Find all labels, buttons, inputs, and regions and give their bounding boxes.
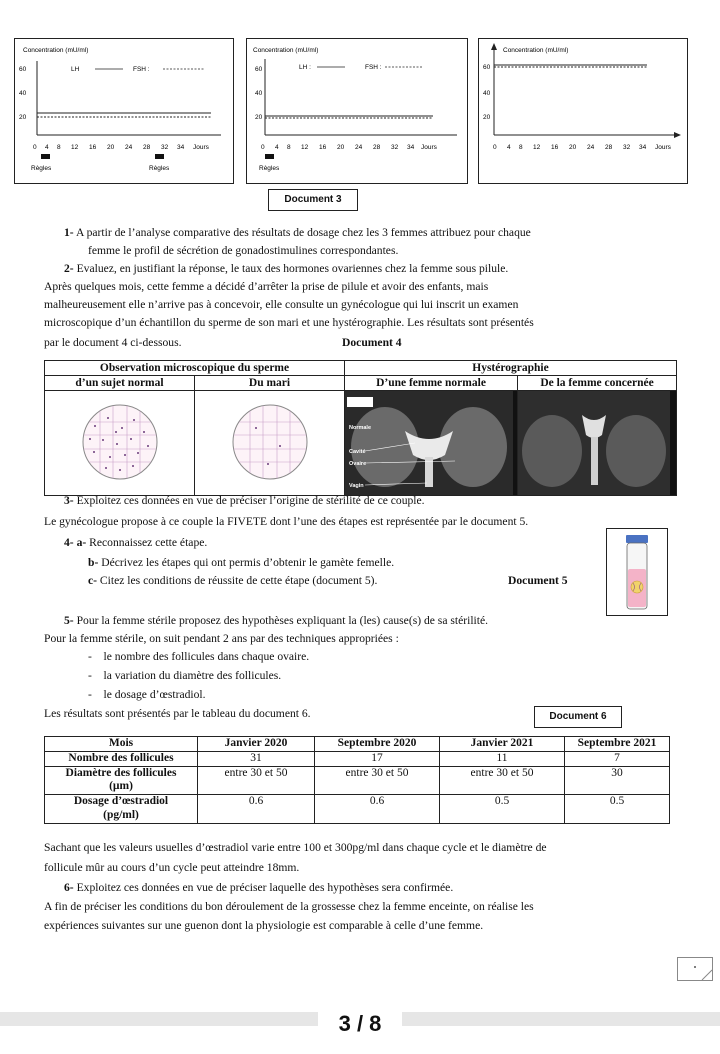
col-normal-woman: D’une femme normale <box>345 376 518 391</box>
row-label-unit: (µm) <box>109 780 133 793</box>
xray-concerned-woman <box>518 391 677 496</box>
graph-xtick: 34 <box>407 144 415 151</box>
document-6-table <box>44 736 670 824</box>
paragraph-line: Le gynécologue propose à ce couple la FIVETE dont l’une des étapes est représentée par le document 5. <box>44 515 529 528</box>
graph-xtick: Jours <box>655 144 671 151</box>
question-text: Exploitez ces données en vue de préciser l’origine de stérilité de ce couple. <box>76 494 425 507</box>
row-label-unit: (pg/ml) <box>103 808 139 821</box>
paragraph-line: microscopique d’un échantillon du sperme de son mari et une hystérographie. Les résultats sont présentés <box>44 316 534 329</box>
question-2 <box>64 262 508 276</box>
col-concerned-woman: De la femme concernée <box>518 376 677 391</box>
table-cell: 0.6 <box>315 795 440 824</box>
document-4-title: Document 4 <box>342 336 402 349</box>
graph-ytick: 20 <box>483 114 491 121</box>
question-text: A partir de l’analyse comparative des résultats de dosage chez les 3 femmes attribuez pour chaque <box>75 226 531 239</box>
graph-xtick: 32 <box>391 144 399 151</box>
bullet-text: le nombre des follicules dans chaque ovaire. <box>103 650 310 663</box>
graph-ytick: 40 <box>19 90 27 97</box>
paragraph-line: Les résultats sont présentés par le tableau du document 6. <box>44 707 311 720</box>
regles-label: Règles <box>149 165 170 172</box>
graph-xtick: 20 <box>107 144 115 151</box>
page-indicator: 3 / 8 <box>318 1000 402 1048</box>
row-label: Nombre des follicules <box>45 751 198 766</box>
document-5-title: Document 5 <box>508 574 568 587</box>
graph-xtick: Jours <box>193 144 209 151</box>
header-sperm: Observation microscopique du sperme <box>45 361 345 376</box>
graph-xtick: 32 <box>623 144 631 151</box>
graph-ylabel: Concentration (mU/ml) <box>253 47 319 54</box>
table-header: Septembre 2020 <box>315 737 440 752</box>
question-3 <box>64 494 425 508</box>
graph-xtick: 0 <box>33 144 37 151</box>
table-row <box>45 766 670 795</box>
row-label-line: Dosage d’œstradiol <box>73 795 169 808</box>
bullet-text: la variation du diamètre des follicules. <box>103 669 282 682</box>
sperm-husband-image <box>195 391 345 496</box>
graph-legend-lh: LH : <box>299 64 311 71</box>
question-number: 5- <box>64 614 74 627</box>
graph-ytick: 20 <box>255 114 263 121</box>
question-4 <box>64 536 207 550</box>
question-4b <box>88 556 394 570</box>
question-1 <box>64 226 531 240</box>
col-husband: Du mari <box>195 376 345 391</box>
graph-woman-2 <box>246 38 468 184</box>
table-row <box>45 795 670 824</box>
graph-ytick: 60 <box>19 66 27 73</box>
table-row <box>45 751 670 766</box>
graph-xtick: 32 <box>161 144 169 151</box>
question-1-cont: femme le profil de sécrétion de gonadostimulines correspondantes. <box>88 244 399 257</box>
graph-ytick: 20 <box>19 114 27 121</box>
question-number: 6- <box>64 881 74 894</box>
graph-xtick: 16 <box>319 144 327 151</box>
row-label-line: Diamètre des follicules <box>65 766 177 779</box>
table-cell: entre 30 et 50 <box>198 766 315 795</box>
paragraph-line: expériences suivantes sur une guenon dont la physiologie est comparable à celle d’une femme. <box>44 919 484 932</box>
page-corner-icon[interactable] <box>677 957 713 981</box>
table-cell: 31 <box>198 751 315 766</box>
table-cell: 11 <box>440 751 565 766</box>
document-6-label: Document 6 <box>534 706 622 728</box>
header-hysterography: Hystérographie <box>345 361 677 376</box>
graph-legend-fsh: FSH : <box>365 64 382 71</box>
question-text: Reconnaissez cette étape. <box>89 536 208 549</box>
table-cell: entre 30 et 50 <box>315 766 440 795</box>
question-number: 4- <box>64 536 74 549</box>
graph-xtick: 12 <box>71 144 79 151</box>
question-text: Citez les conditions de réussite de cette étape (document 5). <box>99 574 378 587</box>
sub-letter: a- <box>76 536 87 549</box>
menstruation-mark <box>41 154 50 159</box>
table-cell: entre 30 et 50 <box>440 766 565 795</box>
sperm-normal-image <box>45 391 195 496</box>
question-number: 1- <box>64 226 74 239</box>
table-cell: 0.5 <box>440 795 565 824</box>
bullet-item: - le nombre des follicules dans chaque ovaire. <box>88 650 310 663</box>
row-label <box>45 766 198 795</box>
paragraph-line: Après quelques mois, cette femme a décidé d’arrêter la prise de pilule et avoir des enfants, mais <box>44 280 489 293</box>
col-normal-subject: d’un sujet normal <box>45 376 195 391</box>
graph-ylabel: Concentration (mU/ml) <box>503 47 569 54</box>
table-cell: 30 <box>565 766 670 795</box>
paragraph-line: malheureusement elle n’arrive pas à concevoir, elle consulte un gynécologue qui lui inscrit un examen <box>44 298 519 311</box>
document-4-table <box>44 360 677 496</box>
graph-xtick: 12 <box>533 144 541 151</box>
graph-xtick: 24 <box>355 144 363 151</box>
graph-legend-lh: LH <box>71 66 80 73</box>
document-3-label: Document 3 <box>268 189 358 211</box>
xray-label: Cavité <box>349 449 366 455</box>
graph-xtick: 34 <box>639 144 647 151</box>
graph-xtick: 16 <box>551 144 559 151</box>
sub-letter: b- <box>88 556 99 569</box>
regles-label: Règles <box>31 165 52 172</box>
xray-normal-woman <box>345 391 518 496</box>
graph-woman-1 <box>14 38 234 184</box>
xray-label: Ovaire <box>349 461 367 467</box>
question-text: Pour la femme stérile proposez des hypothèses expliquant la (les) cause(s) de sa stérilité. <box>76 614 489 627</box>
graph-ytick: 60 <box>483 64 491 71</box>
question-text: Exploitez ces données en vue de préciser laquelle des hypothèses sera confirmée. <box>76 881 454 894</box>
paragraph-line: A fin de préciser les conditions du bon déroulement de la grossesse chez la femme enceinte, on réalise les <box>44 900 534 913</box>
graph-ytick: 40 <box>483 90 491 97</box>
graph-xtick: 34 <box>177 144 185 151</box>
graph-xtick: 4 <box>275 144 279 151</box>
table-cell: 0.5 <box>565 795 670 824</box>
graph-xtick: 0 <box>261 144 265 151</box>
graph-ytick: 60 <box>255 66 263 73</box>
graph-xtick: 0 <box>493 144 497 151</box>
table-header: Septembre 2021 <box>565 737 670 752</box>
question-number: 2- <box>64 262 74 275</box>
question-5 <box>64 614 488 628</box>
paragraph-line: follicule mûr au cours d’un cycle peut atteindre 18mm. <box>44 861 300 874</box>
menstruation-mark <box>155 154 164 159</box>
question-number: 3- <box>64 494 74 507</box>
paragraph-line: Sachant que les valeurs usuelles d’œstradiol varie entre 100 et 300pg/ml dans chaque cycle et le diamètre de <box>44 841 547 854</box>
question-6 <box>64 881 453 895</box>
graph-xtick: 12 <box>301 144 309 151</box>
graph-xtick: 20 <box>337 144 345 151</box>
bullet-text: le dosage d’œstradiol. <box>103 688 206 701</box>
graph-ytick: 40 <box>255 90 263 97</box>
table-cell: 17 <box>315 751 440 766</box>
graph-xtick: 8 <box>287 144 291 151</box>
graph-xtick: 8 <box>519 144 523 151</box>
graph-xtick: 4 <box>507 144 511 151</box>
sub-letter: c- <box>88 574 98 587</box>
graph-xtick: 28 <box>373 144 381 151</box>
table-header: Mois <box>45 737 198 752</box>
graph-xtick: 28 <box>143 144 151 151</box>
paragraph-line: par le document 4 ci-dessous. <box>44 336 182 349</box>
graph-xtick: 28 <box>605 144 613 151</box>
table-cell: 7 <box>565 751 670 766</box>
graph-xtick: 24 <box>125 144 133 151</box>
graph-xtick: Jours <box>421 144 437 151</box>
graph-xtick: 4 <box>45 144 49 151</box>
table-header: Janvier 2020 <box>198 737 315 752</box>
graph-xtick: 16 <box>89 144 97 151</box>
row-label <box>45 795 198 824</box>
graph-ylabel: Concentration (mU/ml) <box>23 47 89 54</box>
graph-legend-fsh: FSH : <box>133 66 150 73</box>
graph-xtick: 24 <box>587 144 595 151</box>
graph-woman-3 <box>478 38 688 184</box>
question-text: Evaluez, en justifiant la réponse, le taux des hormones ovariennes chez la femme sous pilule. <box>76 262 509 275</box>
menstruation-mark <box>265 154 274 159</box>
document-5-image <box>606 528 668 616</box>
bullet-item: - le dosage d’œstradiol. <box>88 688 206 701</box>
table-cell: 0.6 <box>198 795 315 824</box>
xray-label: Normale <box>349 425 372 431</box>
table-header: Janvier 2021 <box>440 737 565 752</box>
question-4c <box>88 574 377 588</box>
xray-label: Vagin <box>349 483 364 489</box>
graph-xtick: 8 <box>57 144 61 151</box>
question-text: Décrivez les étapes qui ont permis d’obtenir le gamète femelle. <box>101 556 395 569</box>
paragraph-line: Pour la femme stérile, on suit pendant 2 ans par des techniques appropriées : <box>44 632 399 645</box>
bullet-item: - la variation du diamètre des follicules. <box>88 669 282 682</box>
graph-xtick: 20 <box>569 144 577 151</box>
regles-label: Règles <box>259 165 280 172</box>
